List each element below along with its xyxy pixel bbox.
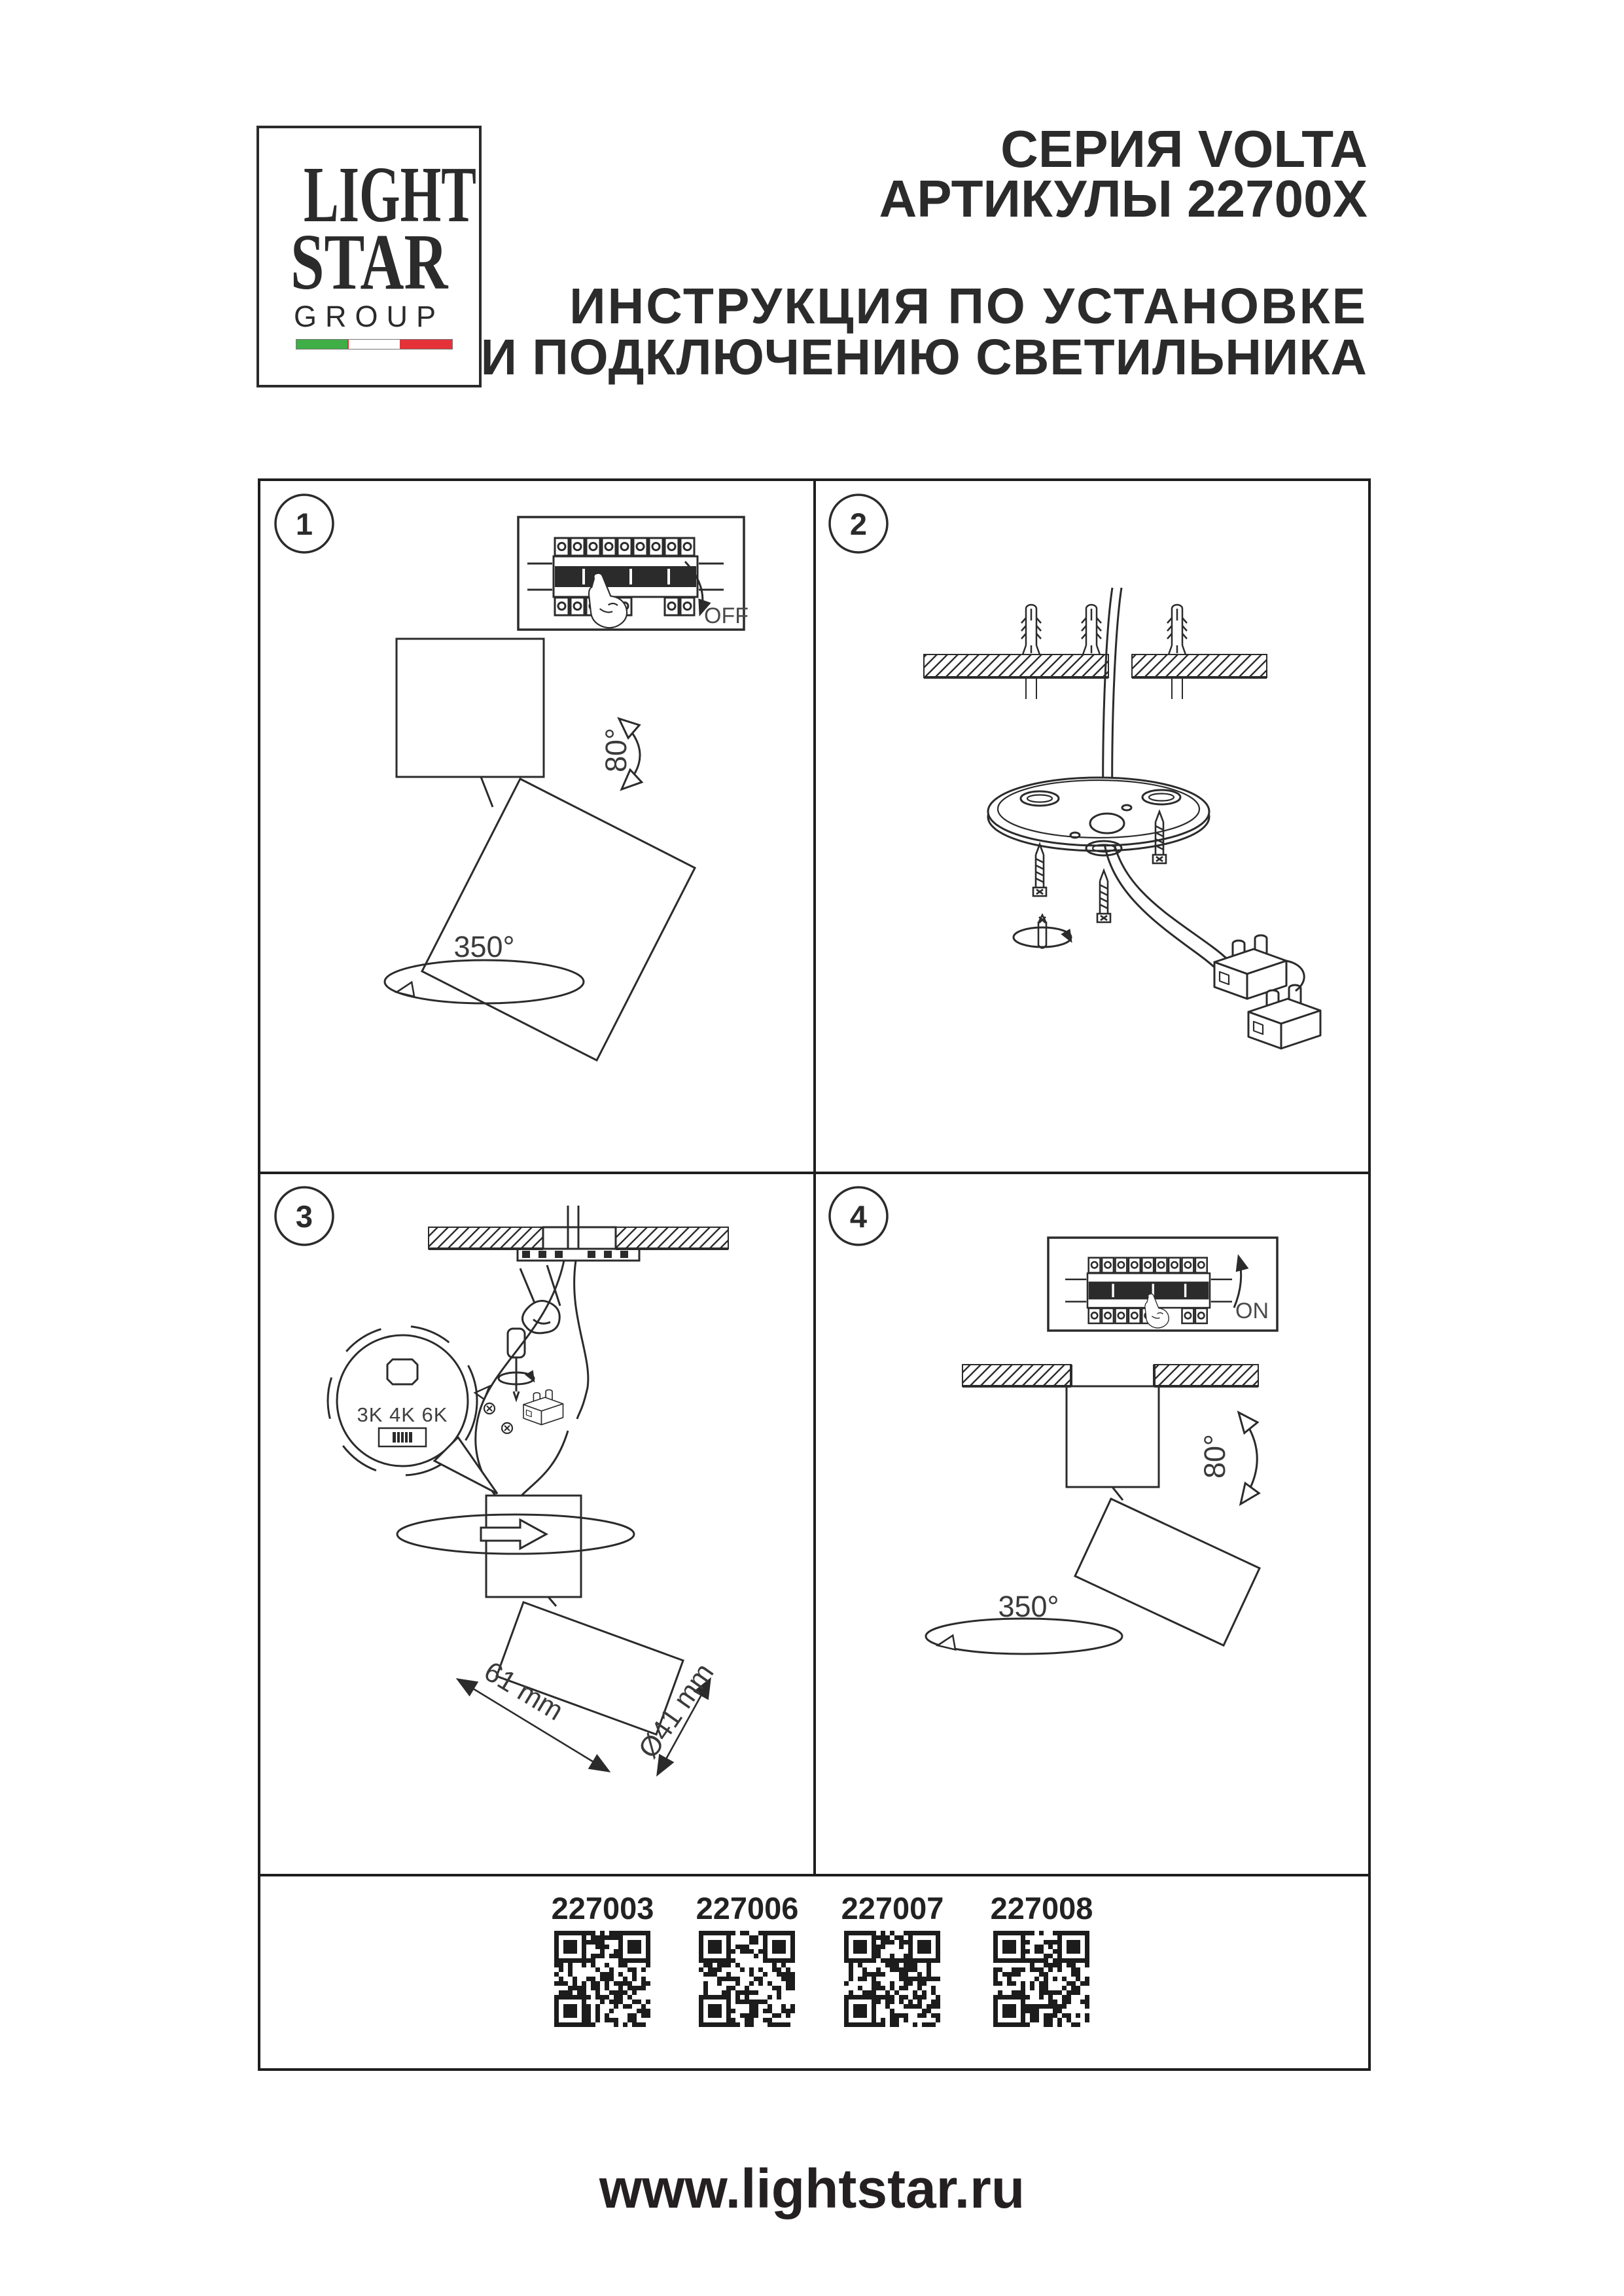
panel-1-illustration — [275, 495, 749, 1060]
series-title: СЕРИЯ VOLTA — [1000, 120, 1368, 178]
instruction-title-line1: ИНСТРУКЦИЯ ПО УСТАНОВКЕ — [569, 278, 1368, 334]
wall-anchor-icon — [1167, 605, 1187, 655]
logo-word-light: LIGHT — [304, 151, 477, 239]
lamp-wire — [476, 1261, 564, 1496]
lamp-body — [1067, 1386, 1159, 1487]
logo-word-star: STAR — [290, 218, 448, 306]
terminal-block-icon — [523, 1390, 563, 1424]
length-dimension-label: 61 mm — [478, 1655, 569, 1727]
logo-word-group: GROUP — [293, 300, 444, 333]
panel-4-number: 4 — [849, 1199, 868, 1234]
screw-icon — [1097, 870, 1110, 922]
article-number: 227003 — [551, 1891, 654, 1926]
lamp-body — [397, 639, 544, 777]
rotation-angle-label: 350° — [453, 930, 515, 963]
articles-title: АРТИКУЛЫ 22700X — [879, 170, 1368, 228]
lamp-body — [486, 1496, 581, 1597]
qr-code-227008 — [993, 1931, 1089, 2027]
wall-anchor-icon — [1021, 605, 1041, 655]
qr-code-227007 — [844, 1931, 940, 2027]
panel-2-number: 2 — [849, 507, 868, 541]
screw-icon — [1033, 844, 1046, 896]
off-label: OFF — [704, 603, 749, 628]
article-number: 227006 — [696, 1891, 799, 1926]
terminal-block-icon — [1214, 935, 1286, 999]
diameter-dimension-label: Ø41 mm — [632, 1657, 720, 1765]
panel-1-number: 1 — [295, 507, 313, 541]
rotate-arrow — [481, 1520, 546, 1549]
panel-3-illustration — [275, 1187, 728, 1778]
instruction-title-line2: И ПОДКЛЮЧЕНИЮ СВЕТИЛЬНИКА — [480, 329, 1368, 386]
tilt-angle-label: 80° — [1198, 1433, 1231, 1479]
website-url: www.lightstar.ru — [599, 2158, 1025, 2219]
rotation-angle-label: 350° — [998, 1590, 1059, 1623]
panel-2-illustration — [830, 495, 1320, 1049]
qr-code-227006 — [699, 1931, 795, 2027]
screwdriver-bit-icon — [1038, 915, 1046, 948]
article-number: 227007 — [841, 1891, 944, 1926]
color-temp-label: 3K 4K 6K — [357, 1403, 448, 1426]
wall-anchor-icon — [1082, 605, 1101, 655]
lamp-head — [1075, 1499, 1260, 1645]
panel-4-illustration — [830, 1187, 1277, 1654]
article-number: 227008 — [990, 1891, 1093, 1926]
panel-3-number: 3 — [295, 1199, 313, 1234]
on-label: ON — [1235, 1299, 1269, 1323]
lamp-head — [422, 779, 695, 1060]
tilt-angle-label: 80° — [599, 727, 633, 773]
qr-code-227003 — [554, 1931, 650, 2027]
